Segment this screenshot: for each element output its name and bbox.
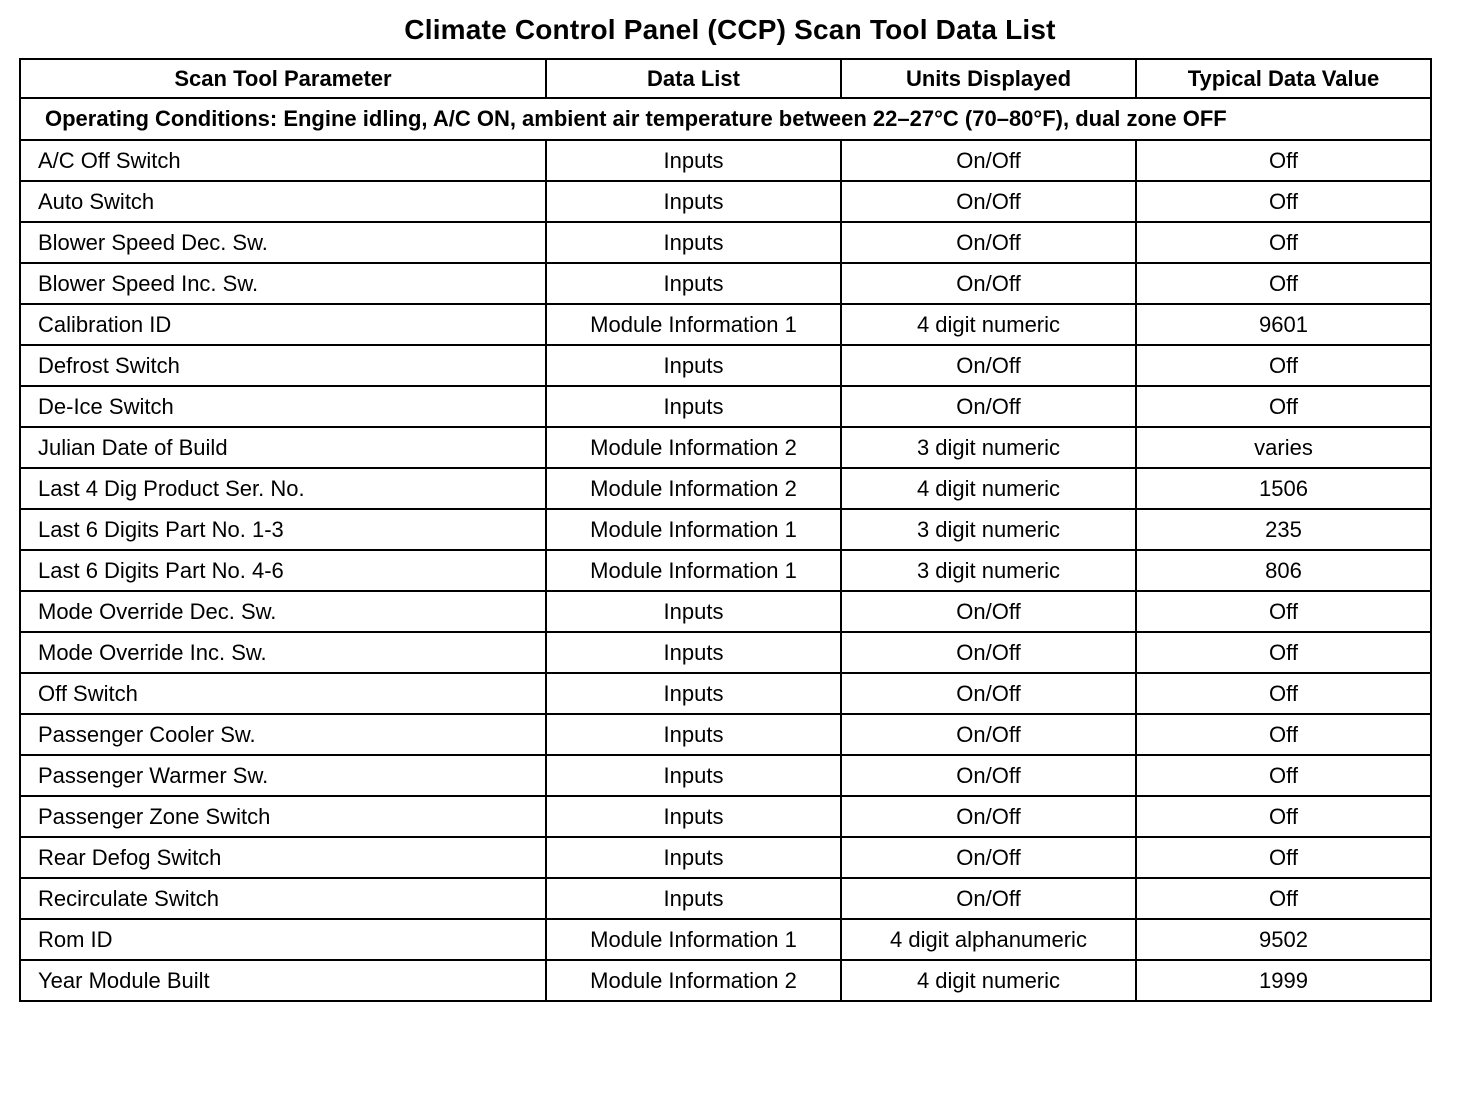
- data-list-cell: Module Information 2: [546, 960, 841, 1001]
- units-cell: On/Off: [841, 140, 1136, 181]
- units-cell: On/Off: [841, 386, 1136, 427]
- table-row: [20, 591, 1431, 632]
- table-row: [20, 427, 1431, 468]
- parameter-cell: Auto Switch: [20, 181, 546, 222]
- operating-conditions: Operating Conditions: Engine idling, A/C ON, ambient air temperature between 22–27°C (70–80°F), dual zone OFF: [20, 98, 1431, 140]
- table-row: [20, 468, 1431, 509]
- units-cell: On/Off: [841, 796, 1136, 837]
- units-cell: On/Off: [841, 263, 1136, 304]
- units-cell: On/Off: [841, 755, 1136, 796]
- data-list-cell: Inputs: [546, 673, 841, 714]
- table-row: [20, 222, 1431, 263]
- data-list-cell: Inputs: [546, 878, 841, 919]
- data-table: [19, 58, 1432, 1002]
- data-list-cell: Module Information 2: [546, 427, 841, 468]
- units-cell: On/Off: [841, 181, 1136, 222]
- typical-value-cell: Off: [1136, 181, 1431, 222]
- typical-value-cell: Off: [1136, 632, 1431, 673]
- table-row: [20, 714, 1431, 755]
- parameter-cell: Mode Override Inc. Sw.: [20, 632, 546, 673]
- typical-value-cell: 1999: [1136, 960, 1431, 1001]
- data-list-cell: Inputs: [546, 796, 841, 837]
- parameter-cell: Julian Date of Build: [20, 427, 546, 468]
- data-list-cell: Inputs: [546, 181, 841, 222]
- header-parameter: Scan Tool Parameter: [20, 59, 546, 98]
- units-cell: On/Off: [841, 878, 1136, 919]
- data-list-cell: Module Information 2: [546, 468, 841, 509]
- typical-value-cell: Off: [1136, 796, 1431, 837]
- parameter-cell: De-Ice Switch: [20, 386, 546, 427]
- parameter-cell: Year Module Built: [20, 960, 546, 1001]
- data-list-cell: Inputs: [546, 263, 841, 304]
- data-list-cell: Module Information 1: [546, 304, 841, 345]
- table-row: [20, 304, 1431, 345]
- parameter-cell: A/C Off Switch: [20, 140, 546, 181]
- data-list-cell: Inputs: [546, 591, 841, 632]
- units-cell: 3 digit numeric: [841, 550, 1136, 591]
- typical-value-cell: Off: [1136, 878, 1431, 919]
- header-row: [20, 59, 1431, 98]
- header-typical-value: Typical Data Value: [1136, 59, 1431, 98]
- parameter-cell: Last 6 Digits Part No. 1-3: [20, 509, 546, 550]
- units-cell: On/Off: [841, 632, 1136, 673]
- table-row: [20, 263, 1431, 304]
- data-list-cell: Module Information 1: [546, 919, 841, 960]
- table-row: [20, 345, 1431, 386]
- page-title: Climate Control Panel (CCP) Scan Tool Data List: [404, 14, 1056, 45]
- parameter-cell: Calibration ID: [20, 304, 546, 345]
- typical-value-cell: Off: [1136, 673, 1431, 714]
- table-row: [20, 181, 1431, 222]
- units-cell: On/Off: [841, 837, 1136, 878]
- typical-value-cell: Off: [1136, 140, 1431, 181]
- parameter-cell: Rear Defog Switch: [20, 837, 546, 878]
- units-cell: 4 digit numeric: [841, 960, 1136, 1001]
- typical-value-cell: varies: [1136, 427, 1431, 468]
- table-row: [20, 878, 1431, 919]
- data-list-cell: Inputs: [546, 632, 841, 673]
- operating-conditions-row: [20, 98, 1431, 140]
- table-row: [20, 673, 1431, 714]
- parameter-cell: Mode Override Dec. Sw.: [20, 591, 546, 632]
- table-row: [20, 140, 1431, 181]
- parameter-cell: Last 6 Digits Part No. 4-6: [20, 550, 546, 591]
- parameter-cell: Passenger Cooler Sw.: [20, 714, 546, 755]
- parameter-cell: Passenger Zone Switch: [20, 796, 546, 837]
- parameter-cell: Last 4 Dig Product Ser. No.: [20, 468, 546, 509]
- typical-value-cell: 1506: [1136, 468, 1431, 509]
- typical-value-cell: Off: [1136, 222, 1431, 263]
- typical-value-cell: 9502: [1136, 919, 1431, 960]
- table-row: [20, 837, 1431, 878]
- typical-value-cell: 235: [1136, 509, 1431, 550]
- data-list-cell: Inputs: [546, 837, 841, 878]
- parameter-cell: Recirculate Switch: [20, 878, 546, 919]
- typical-value-cell: Off: [1136, 345, 1431, 386]
- parameter-cell: Off Switch: [20, 673, 546, 714]
- table-row: [20, 550, 1431, 591]
- header-units: Units Displayed: [841, 59, 1136, 98]
- units-cell: 3 digit numeric: [841, 427, 1136, 468]
- typical-value-cell: Off: [1136, 386, 1431, 427]
- table-row: [20, 960, 1431, 1001]
- table-row: [20, 796, 1431, 837]
- data-list-cell: Inputs: [546, 755, 841, 796]
- units-cell: On/Off: [841, 345, 1136, 386]
- header-data-list: Data List: [546, 59, 841, 98]
- units-cell: On/Off: [841, 714, 1136, 755]
- typical-value-cell: Off: [1136, 755, 1431, 796]
- data-list-cell: Inputs: [546, 222, 841, 263]
- data-list-cell: Inputs: [546, 386, 841, 427]
- typical-value-cell: 806: [1136, 550, 1431, 591]
- parameter-cell: Passenger Warmer Sw.: [20, 755, 546, 796]
- parameter-cell: Defrost Switch: [20, 345, 546, 386]
- units-cell: 4 digit alphanumeric: [841, 919, 1136, 960]
- data-list-cell: Module Information 1: [546, 509, 841, 550]
- units-cell: On/Off: [841, 222, 1136, 263]
- units-cell: On/Off: [841, 673, 1136, 714]
- typical-value-cell: Off: [1136, 591, 1431, 632]
- units-cell: 3 digit numeric: [841, 509, 1136, 550]
- table-row: [20, 919, 1431, 960]
- typical-value-cell: Off: [1136, 714, 1431, 755]
- data-list-cell: Inputs: [546, 140, 841, 181]
- units-cell: 4 digit numeric: [841, 304, 1136, 345]
- table-row: [20, 632, 1431, 673]
- table-row: [20, 755, 1431, 796]
- data-list-cell: Inputs: [546, 714, 841, 755]
- table-row: [20, 509, 1431, 550]
- units-cell: 4 digit numeric: [841, 468, 1136, 509]
- data-list-cell: Inputs: [546, 345, 841, 386]
- parameter-cell: Blower Speed Dec. Sw.: [20, 222, 546, 263]
- data-list-cell: Module Information 1: [546, 550, 841, 591]
- units-cell: On/Off: [841, 591, 1136, 632]
- parameter-cell: Blower Speed Inc. Sw.: [20, 263, 546, 304]
- typical-value-cell: 9601: [1136, 304, 1431, 345]
- typical-value-cell: Off: [1136, 837, 1431, 878]
- table-row: [20, 386, 1431, 427]
- parameter-cell: Rom ID: [20, 919, 546, 960]
- typical-value-cell: Off: [1136, 263, 1431, 304]
